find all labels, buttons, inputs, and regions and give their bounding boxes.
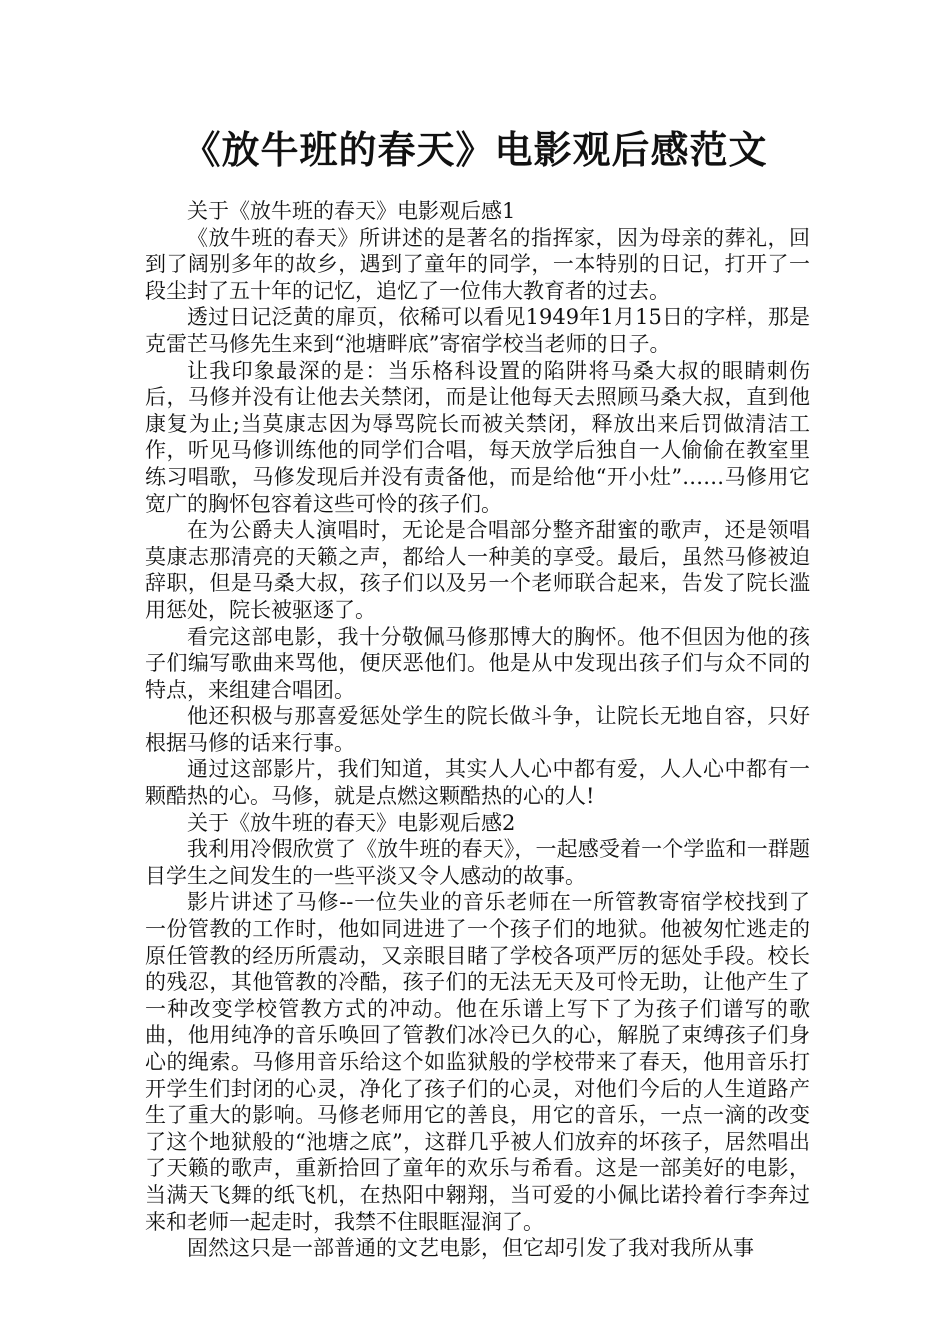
paragraph: 《放牛班的春天》所讲述的是著名的指挥家，因为母亲的葬礼，回到了阔别多年的故乡，遇到了童年的同学，一本特别的日记，打开了一段尘封了五十年的记忆，追忆了一位伟大教育者的过去。 <box>145 225 810 303</box>
section-heading-2: 关于《放牛班的春天》电影观后感2 <box>187 810 516 835</box>
document-title: 《放牛班的春天》电影观后感范文 <box>182 128 768 172</box>
paragraph: 看完这部电影，我十分敬佩马修那博大的胸怀。他不但因为他的孩子们编写歌曲来骂他，便厌恶他们。他是从中发现出孩子们与众不同的特点，来组建合唱团。 <box>145 624 810 702</box>
document-body <box>145 198 810 1262</box>
paragraph: 透过日记泛黄的扉页，依稀可以看见1949年1月15日的字样，那是克雷芒马修先生来到“池塘畔底”寄宿学校当老师的日子。 <box>145 305 810 356</box>
section-heading-1: 关于《放牛班的春天》电影观后感1 <box>187 199 516 223</box>
paragraph: 影片讲述了马修--一位失业的音乐老师在一所管教寄宿学校找到了一份管教的工作时，他如同进进了一个孩子们的地狱。他被匆忙逃走的原任管教的经历所震动，又亲眼目睹了学校各项严厉的惩处手段。校长的残忍，其他管教的冷酷，孩子们的无法无天及可怜无助，让他产生了一种改变学校管教方式的冲动。他在乐谱上写下了为孩子们谱写的歌曲，他用纯净的音乐唤回了管教们冰冷已久的心，解脱了束缚孩子们身心的绳索。马修用音乐给这个如监狱般的学校带来了春天，他用音乐打开学生们封闭的心灵，净化了孩子们的心灵，对他们今后的人生道路产生了重大的影响。马修老师用它的善良，用它的音乐，一点一滴的改变了这个地狱般的“池塘之底”，这群几乎被人们放弃的坏孩子，居然唱出了天籁的歌声，重新拾回了童年的欢乐与希看。这是一部美好的电影，当满天飞舞的纸飞机，在热阳中翱翔，当可爱的小佩比诺拎着行李奔过来和老师一起走时，我禁不住眼眶湿润了。 <box>145 890 810 1234</box>
paragraph: 通过这部影片，我们知道，其实人人心中都有爱，人人心中都有一颗酷热的心。马修，就是点燃这颗酷热的心的人! <box>145 757 810 809</box>
paragraph: 他还积极与那喜爱惩处学生的院长做斗争，让院长无地自容，只好根据马修的话来行事。 <box>145 704 810 755</box>
paragraph: 在为公爵夫人演唱时，无论是合唱部分整齐甜蜜的歌声，还是领唱莫康志那清亮的天籁之声，都给人一种美的享受。最后，虽然马修被迫辞职，但是马桑大叔，孩子们以及另一个老师联合起来，告发了院长滥用惩处，院长被驱逐了。 <box>145 518 810 622</box>
paragraph: 我利用冷假欣赏了《放牛班的春天》，一起感受着一个学监和一群题目学生之间发生的一些平淡又令人感动的故事。 <box>145 837 810 888</box>
paragraph: 让我印象最深的是：当乐格科设置的陷阱将马桑大叔的眼睛刺伤后，马修并没有让他去关禁闭，而是让他每天去照顾马桑大叔，直到他康复为止;当莫康志因为辱骂院长而被关禁闭，释放出来后罚做清洁工作，听见马修训练他的同学们合唱，每天放学后独自一人偷偷在教室里练习唱歌，马修发现后并没有责备他，而是给他“开小灶”……马修用它宽广的胸怀包容着这些可怜的孩子们。 <box>145 358 810 516</box>
paragraph: 固然这只是一部普通的文艺电影，但它却引发了我对我所从事 <box>187 1236 754 1261</box>
